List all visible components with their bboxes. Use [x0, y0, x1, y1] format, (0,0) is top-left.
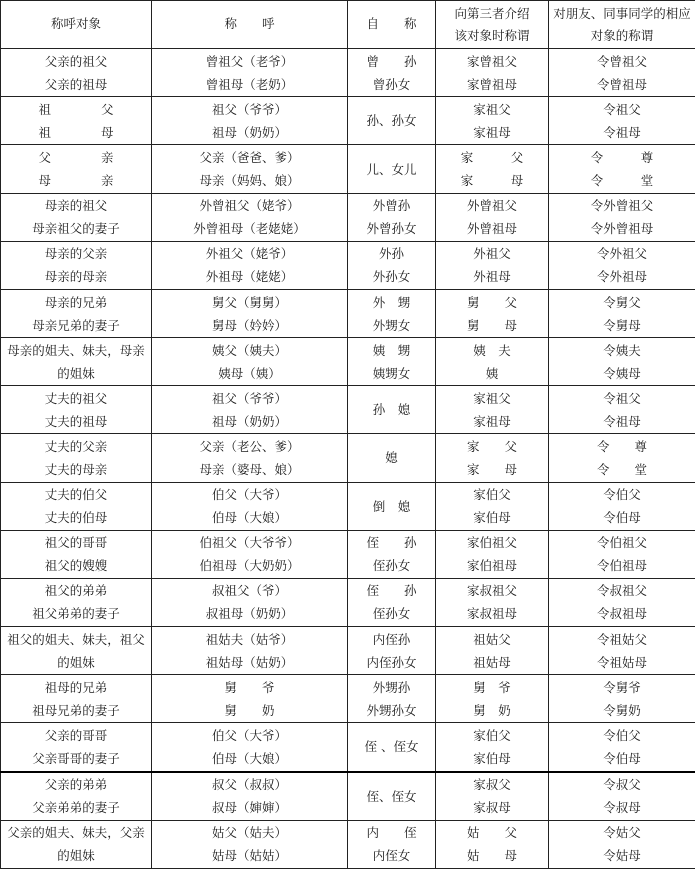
address-cell-line: 舅父（舅舅）	[211, 294, 287, 310]
address-cell	[152, 386, 348, 434]
friend-cell	[549, 97, 695, 145]
address-cell-line: 外曾祖母（老姥姥）	[193, 221, 306, 237]
third-cell-line: 家伯父	[473, 487, 511, 503]
address-cell-line: 祖父（爷爷）	[211, 101, 287, 117]
friend-cell-line: 令叔祖母	[596, 606, 647, 622]
friend-cell-line: 令伯母	[603, 510, 641, 526]
third-cell-line: 外曾祖母	[466, 221, 517, 237]
friend-cell	[549, 530, 695, 578]
self-cell-line: 侄 孙	[366, 583, 417, 599]
object-cell-line: 祖 母	[38, 124, 114, 140]
friend-cell-line: 令叔父	[603, 777, 641, 793]
header-self	[348, 1, 436, 49]
friend-cell-line: 令舅奶	[603, 702, 641, 718]
self-cell-line: 外甥孙女	[366, 702, 417, 718]
third-cell-line: 外曾祖父	[466, 198, 517, 214]
address-cell-line: 舅 奶	[224, 702, 275, 718]
self-cell-line: 外甥孙	[372, 679, 411, 695]
address-cell	[152, 49, 348, 97]
address-cell-line: 伯父（大爷）	[211, 727, 287, 743]
address-cell-line: 叔祖父（爷）	[211, 583, 287, 599]
object-cell-line: 丈夫的父亲	[44, 438, 108, 454]
third-cell-line: 外祖父	[473, 246, 511, 262]
address-cell	[152, 820, 348, 868]
self-cell-line: 外曾孙	[372, 198, 411, 214]
third-cell-line: 舅 母	[466, 317, 517, 333]
self-cell-line: 内 侄	[366, 825, 417, 841]
self-cell-line: 外 甥	[372, 294, 411, 310]
object-cell-line: 母亲的父亲	[44, 246, 108, 262]
friend-cell-line: 令曾祖母	[596, 76, 647, 92]
third-cell-line: 家伯母	[473, 510, 511, 526]
self-cell	[348, 530, 436, 578]
object-cell-line: 祖 父	[38, 101, 114, 117]
object-cell	[1, 820, 152, 868]
object-cell-line: 祖母的兄弟	[44, 679, 108, 695]
object-cell-line: 母亲兄弟的妻子	[32, 317, 120, 333]
friend-cell-line: 令舅母	[603, 317, 641, 333]
friend-cell-line: 令外曾祖父	[590, 198, 654, 214]
object-cell-line: 父亲的姐夫、妹夫，父亲	[7, 825, 145, 841]
address-cell-line: 姑父（姑夫）	[211, 825, 287, 841]
self-cell	[348, 386, 436, 434]
object-cell-line: 母亲的母亲	[44, 269, 108, 285]
header-self-text: 自 称	[366, 16, 417, 32]
third-cell-line: 姑 母	[466, 848, 517, 864]
third-cell	[436, 193, 549, 241]
friend-cell-line: 令伯母	[603, 750, 641, 766]
object-cell-line: 母亲的姐夫、妹夫，母亲	[7, 342, 145, 358]
address-cell-line: 祖母（奶奶）	[211, 413, 287, 429]
address-cell	[152, 97, 348, 145]
friend-cell-line: 令舅爷	[603, 679, 641, 695]
third-cell	[436, 49, 549, 97]
header-object	[1, 1, 152, 49]
self-cell	[348, 772, 436, 821]
third-cell-line: 家叔祖母	[466, 606, 517, 622]
address-cell-line: 母亲（婆母、娘）	[199, 461, 300, 477]
friend-cell-line: 令舅父	[603, 294, 641, 310]
self-cell-line: 姨甥女	[372, 365, 411, 381]
address-cell-line: 祖姑夫（姑爷）	[205, 631, 294, 647]
address-cell-line: 伯母（大娘）	[211, 510, 287, 526]
third-cell-line: 家叔父	[473, 777, 511, 793]
friend-cell-line: 令伯父	[603, 487, 641, 503]
object-cell	[1, 434, 152, 482]
address-cell-line: 叔祖母（奶奶）	[205, 606, 294, 622]
self-cell-line: 儿、女儿	[366, 161, 417, 177]
friend-cell-line: 令伯祖父	[596, 535, 647, 551]
object-cell	[1, 578, 152, 626]
friend-cell-line: 令姑母	[603, 848, 641, 864]
third-cell	[436, 675, 549, 723]
third-cell-line: 家叔母	[473, 800, 511, 816]
self-cell-line: 曾 孙	[366, 53, 417, 69]
friend-cell	[549, 386, 695, 434]
friend-cell-line: 令祖姑母	[596, 654, 647, 670]
friend-cell	[549, 338, 695, 386]
address-cell-line: 母亲（妈妈、娘）	[199, 173, 300, 189]
address-cell	[152, 241, 348, 289]
table-row	[1, 386, 695, 434]
table-row	[1, 338, 695, 386]
friend-cell	[549, 49, 695, 97]
address-cell-line: 叔母（婶婶）	[211, 800, 287, 816]
third-cell-line: 家祖母	[473, 124, 511, 140]
third-cell-line: 家曾祖母	[466, 76, 517, 92]
object-cell	[1, 97, 152, 145]
self-cell	[348, 241, 436, 289]
friend-cell-line: 令祖姑父	[596, 631, 647, 647]
friend-cell-line: 令 堂	[596, 461, 647, 477]
table-row	[1, 482, 695, 530]
friend-cell-line: 令姨夫	[603, 342, 641, 358]
self-cell	[348, 289, 436, 337]
friend-cell	[549, 820, 695, 868]
address-cell	[152, 289, 348, 337]
third-cell-line: 家 父	[466, 438, 517, 454]
self-cell-line: 侄 、侄女	[364, 739, 419, 755]
friend-cell-line: 令祖母	[603, 124, 641, 140]
address-cell	[152, 193, 348, 241]
third-cell-line: 姨 夫	[473, 342, 511, 358]
object-cell-line: 丈夫的伯父	[44, 487, 108, 503]
self-cell-line: 外孙	[378, 246, 404, 262]
self-cell-line: 孙、孙女	[366, 113, 417, 129]
friend-cell	[549, 772, 695, 821]
friend-cell	[549, 289, 695, 337]
address-cell	[152, 772, 348, 821]
third-cell	[436, 241, 549, 289]
address-cell-line: 伯祖父（大爷爷）	[199, 535, 300, 551]
self-cell-line: 姨 甥	[372, 342, 411, 358]
friend-cell	[549, 723, 695, 772]
address-cell-line: 父亲（老公、爹）	[199, 438, 300, 454]
third-cell-line: 外祖母	[473, 269, 511, 285]
header-object-text: 称呼对象	[50, 16, 101, 32]
third-cell	[436, 145, 549, 193]
friend-cell-line: 令 堂	[590, 173, 654, 189]
friend-cell	[549, 627, 695, 675]
object-cell	[1, 482, 152, 530]
object-cell-line: 母亲祖父的妻子	[32, 221, 120, 237]
address-cell	[152, 530, 348, 578]
friend-cell	[549, 193, 695, 241]
third-cell-line: 祖姑母	[473, 654, 511, 670]
table-row	[1, 675, 695, 723]
self-cell	[348, 723, 436, 772]
self-cell	[348, 675, 436, 723]
third-cell	[436, 289, 549, 337]
address-cell-line: 祖姑母（姑奶）	[205, 654, 294, 670]
friend-cell	[549, 482, 695, 530]
third-cell-line: 家伯祖父	[466, 535, 517, 551]
friend-cell-line: 令祖母	[603, 413, 641, 429]
object-cell-line: 父亲的哥哥	[44, 727, 108, 743]
third-cell	[436, 97, 549, 145]
address-cell-line: 祖父（爷爷）	[211, 390, 287, 406]
table-row	[1, 530, 695, 578]
address-cell-line: 曾祖父（老爷）	[205, 53, 294, 69]
third-cell-line: 家 父	[460, 150, 524, 166]
third-cell-line: 家曾祖父	[466, 53, 517, 69]
third-cell-line: 祖姑父	[473, 631, 511, 647]
address-cell-line: 伯父（大爷）	[211, 487, 287, 503]
object-cell-line: 父亲的祖父	[44, 53, 108, 69]
object-cell	[1, 49, 152, 97]
third-cell-line: 姑 父	[466, 825, 517, 841]
header-friend-text: 对朋友、同事同学的相应 对象的称谓	[553, 5, 691, 43]
header-third	[436, 1, 549, 49]
address-cell-line: 伯祖母（大奶奶）	[199, 558, 300, 574]
friend-cell-line: 令外曾祖母	[590, 221, 654, 237]
third-cell-line: 家伯祖母	[466, 558, 517, 574]
object-cell-line: 的姐妹	[57, 848, 95, 864]
self-cell	[348, 193, 436, 241]
friend-cell-line: 令 尊	[596, 438, 647, 454]
object-cell-line: 祖父的哥哥	[44, 535, 108, 551]
third-cell-line: 家祖母	[473, 413, 511, 429]
self-cell	[348, 820, 436, 868]
table-row	[1, 49, 695, 97]
address-cell	[152, 145, 348, 193]
self-cell-line: 内侄孙女	[366, 654, 417, 670]
address-cell-line: 父亲（爸爸、爹）	[199, 150, 300, 166]
self-cell	[348, 578, 436, 626]
self-cell-line: 侄孙女	[372, 558, 411, 574]
object-cell	[1, 241, 152, 289]
third-cell	[436, 338, 549, 386]
third-cell-line: 姨	[485, 365, 499, 381]
third-cell-line: 家伯父	[473, 727, 511, 743]
kinship-table-body	[1, 1, 695, 869]
self-cell-line: 外甥女	[372, 317, 411, 333]
friend-cell-line: 令 尊	[590, 150, 654, 166]
third-cell-line: 家祖父	[473, 390, 511, 406]
address-cell-line: 外祖父（姥爷）	[205, 246, 294, 262]
object-cell-line: 母 亲	[38, 173, 114, 189]
object-cell	[1, 145, 152, 193]
self-cell	[348, 97, 436, 145]
address-cell-line: 伯母（大娘）	[211, 750, 287, 766]
friend-cell-line: 令伯父	[603, 727, 641, 743]
friend-cell	[549, 675, 695, 723]
address-cell	[152, 434, 348, 482]
address-cell-line: 姨父（姨夫）	[211, 342, 287, 358]
address-cell-line: 舅 爷	[224, 679, 275, 695]
friend-cell-line: 令外祖母	[596, 269, 647, 285]
third-cell	[436, 530, 549, 578]
object-cell-line: 祖父的弟弟	[44, 583, 108, 599]
self-cell-line: 曾孙女	[372, 76, 411, 92]
self-cell	[348, 145, 436, 193]
self-cell-line: 媳	[385, 450, 398, 466]
self-cell-line: 内侄女	[372, 848, 411, 864]
object-cell-line: 父亲哥哥的妻子	[32, 750, 120, 766]
self-cell-line: 内侄孙	[372, 631, 411, 647]
third-cell-line: 家 母	[466, 461, 517, 477]
header-address-text: 称 呼	[224, 16, 275, 32]
object-cell-line: 祖父的姐夫、妹夫，祖父	[7, 631, 145, 647]
object-cell	[1, 675, 152, 723]
address-cell	[152, 338, 348, 386]
friend-cell	[549, 145, 695, 193]
header-third-text: 向第三者介绍 该对象时称谓	[454, 5, 530, 43]
self-cell-line: 侄 孙	[366, 535, 417, 551]
third-cell	[436, 482, 549, 530]
third-cell	[436, 772, 549, 821]
object-cell-line: 父 亲	[38, 150, 114, 166]
self-cell-line: 外曾孙女	[366, 221, 417, 237]
friend-cell-line: 令叔祖父	[596, 583, 647, 599]
object-cell-line: 丈夫的伯母	[44, 510, 108, 526]
third-cell	[436, 723, 549, 772]
third-cell	[436, 627, 549, 675]
third-cell-line: 舅 爷	[473, 679, 511, 695]
object-cell-line: 祖父弟弟的妻子	[32, 606, 120, 622]
address-cell-line: 姨母（姨）	[218, 365, 281, 381]
object-cell-line: 母亲的祖父	[44, 198, 108, 214]
table-row	[1, 627, 695, 675]
object-cell-line: 母亲的兄弟	[44, 294, 108, 310]
self-cell	[348, 434, 436, 482]
self-cell	[348, 49, 436, 97]
third-cell-line: 家叔祖父	[466, 583, 517, 599]
header-row	[1, 1, 695, 49]
address-cell-line: 叔父（叔叔）	[211, 777, 287, 793]
third-cell-line: 家祖父	[473, 101, 511, 117]
table-row	[1, 723, 695, 772]
third-cell-line: 舅 奶	[473, 702, 511, 718]
table-row	[1, 820, 695, 868]
object-cell-line: 丈夫的母亲	[44, 461, 108, 477]
self-cell	[348, 482, 436, 530]
friend-cell-line: 令叔母	[603, 800, 641, 816]
table-row	[1, 145, 695, 193]
object-cell	[1, 193, 152, 241]
address-cell-line: 姑母（姑姑）	[211, 848, 287, 864]
friend-cell-line: 令外祖父	[596, 246, 647, 262]
table-row	[1, 193, 695, 241]
self-cell-line: 孙 媳	[372, 402, 411, 418]
address-cell-line: 祖母（奶奶）	[211, 124, 287, 140]
address-cell	[152, 578, 348, 626]
table-row	[1, 772, 695, 821]
third-cell	[436, 434, 549, 482]
object-cell	[1, 772, 152, 821]
table-row	[1, 289, 695, 337]
address-cell	[152, 482, 348, 530]
table-row	[1, 578, 695, 626]
object-cell-line: 父亲弟弟的妻子	[32, 800, 120, 816]
friend-cell	[549, 434, 695, 482]
table-row	[1, 434, 695, 482]
friend-cell-line: 令曾祖父	[596, 53, 647, 69]
object-cell	[1, 530, 152, 578]
self-cell-line: 侄孙女	[372, 606, 411, 622]
self-cell	[348, 338, 436, 386]
self-cell	[348, 627, 436, 675]
table-row	[1, 97, 695, 145]
object-cell-line: 父亲的祖母	[44, 76, 108, 92]
address-cell-line: 舅母（妗妗）	[211, 317, 287, 333]
third-cell	[436, 820, 549, 868]
object-cell-line: 祖父的嫂嫂	[44, 558, 108, 574]
object-cell-line: 的姐妹	[57, 654, 95, 670]
friend-cell-line: 令姑父	[603, 825, 641, 841]
friend-cell-line: 令祖父	[603, 390, 641, 406]
self-cell-line: 侄、侄女	[366, 788, 417, 804]
object-cell	[1, 627, 152, 675]
third-cell-line: 家伯母	[473, 750, 511, 766]
object-cell-line: 丈夫的祖母	[44, 413, 108, 429]
address-cell	[152, 627, 348, 675]
friend-cell-line: 令祖父	[603, 101, 641, 117]
object-cell	[1, 289, 152, 337]
third-cell-line: 舅 父	[466, 294, 517, 310]
object-cell	[1, 338, 152, 386]
table-row	[1, 241, 695, 289]
address-cell	[152, 723, 348, 772]
self-cell-line: 倒 媳	[372, 498, 411, 514]
address-cell-line: 曾祖母（老奶）	[205, 76, 294, 92]
friend-cell	[549, 241, 695, 289]
friend-cell-line: 令伯祖母	[596, 558, 647, 574]
third-cell	[436, 386, 549, 434]
friend-cell-line: 令姨母	[603, 365, 641, 381]
address-cell-line: 外祖母（姥姥）	[205, 269, 294, 285]
third-cell-line: 家 母	[460, 173, 524, 189]
address-cell	[152, 675, 348, 723]
object-cell-line: 祖母兄弟的妻子	[32, 702, 120, 718]
header-address	[152, 1, 348, 49]
object-cell	[1, 386, 152, 434]
object-cell-line: 丈夫的祖父	[44, 390, 108, 406]
object-cell-line: 父亲的弟弟	[44, 777, 108, 793]
object-cell	[1, 723, 152, 772]
third-cell	[436, 578, 549, 626]
object-cell-line: 的姐妹	[57, 365, 95, 381]
header-friend	[549, 1, 695, 49]
address-cell-line: 外曾祖父（姥爷）	[199, 198, 300, 214]
friend-cell	[549, 578, 695, 626]
self-cell-line: 外孙女	[372, 269, 411, 285]
